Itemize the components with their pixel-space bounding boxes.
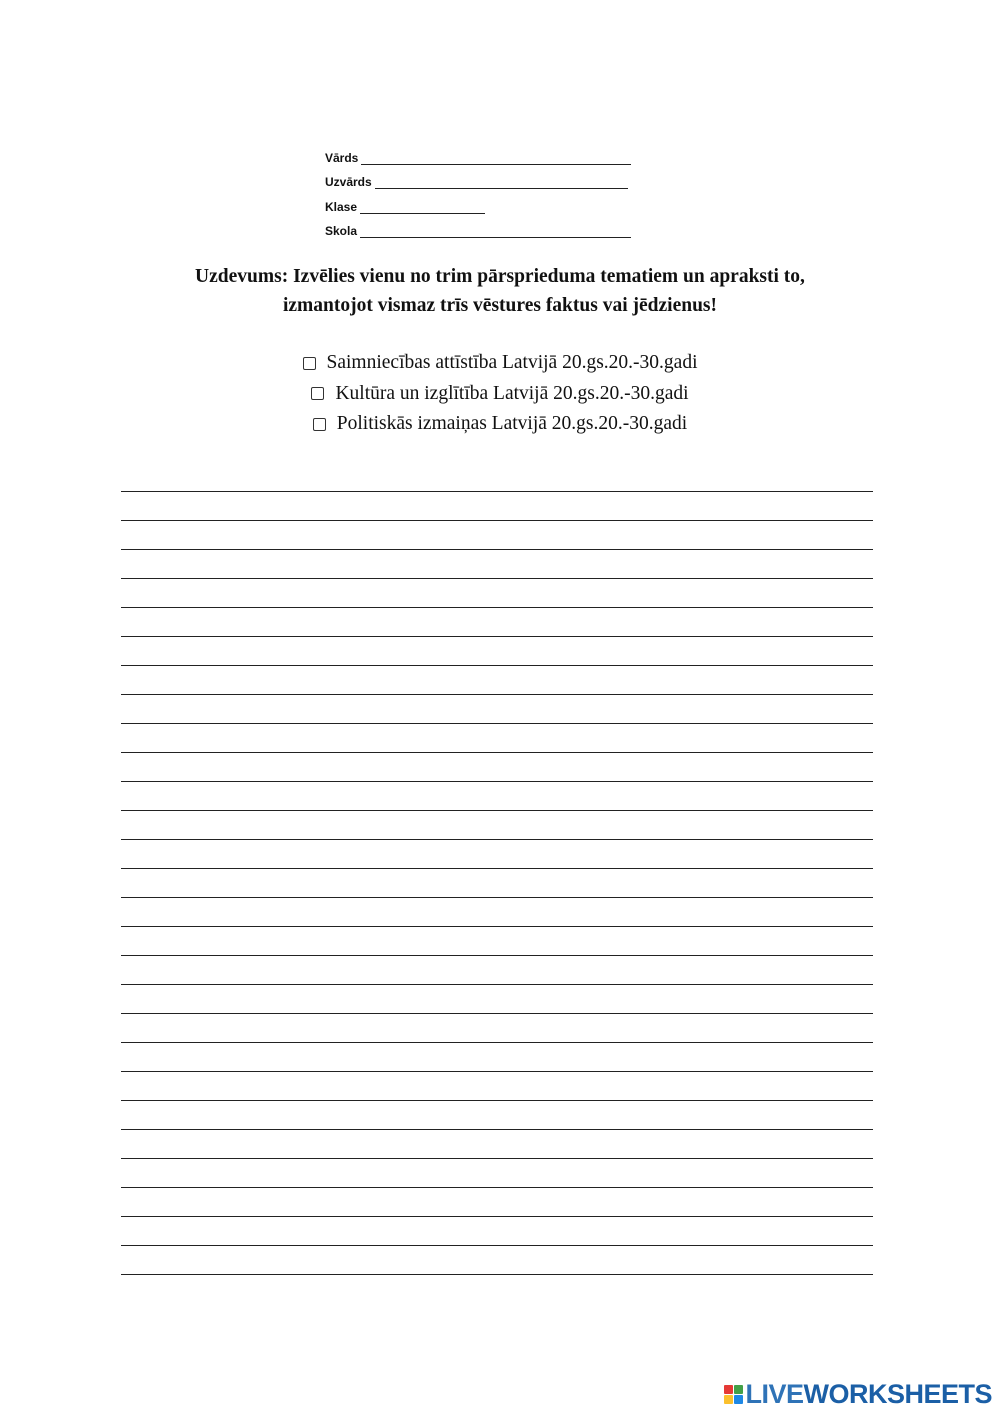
class-field[interactable] xyxy=(325,189,655,214)
answer-line[interactable] xyxy=(121,1129,873,1158)
logo-text-worksheets: WORKSHEETS xyxy=(803,1379,992,1409)
answer-line[interactable] xyxy=(121,926,873,955)
logo-square xyxy=(734,1385,743,1394)
name-field[interactable] xyxy=(325,140,655,165)
answer-line[interactable] xyxy=(121,897,873,926)
name-input-line[interactable] xyxy=(361,152,631,165)
logo-square xyxy=(734,1395,743,1404)
answer-line[interactable] xyxy=(121,839,873,868)
surname-label: Uzvārds xyxy=(325,175,372,189)
answer-line[interactable] xyxy=(121,781,873,810)
answer-line[interactable] xyxy=(121,1071,873,1100)
answer-line[interactable] xyxy=(121,868,873,897)
checkbox-icon[interactable] xyxy=(311,387,324,400)
answer-line[interactable] xyxy=(121,636,873,665)
topic-option-label: Saimniecības attīstība Latvijā 20.gs.20.-30.gadi xyxy=(326,352,698,374)
logo-square xyxy=(724,1385,733,1394)
answer-line[interactable] xyxy=(121,1100,873,1129)
school-field[interactable] xyxy=(325,214,655,239)
class-label: Klase xyxy=(325,199,358,214)
topic-option[interactable] xyxy=(0,409,1000,440)
liveworksheets-logo-icon xyxy=(724,1385,743,1404)
checkbox-icon[interactable] xyxy=(303,357,316,370)
answer-line[interactable] xyxy=(121,955,873,984)
topic-options xyxy=(0,348,1000,440)
liveworksheets-logo xyxy=(724,1379,992,1410)
student-info-fields xyxy=(325,140,655,238)
topic-option[interactable] xyxy=(0,379,1000,410)
topic-option-label: Politiskās izmaiņas Latvijā 20.gs.20.-30.gadi xyxy=(336,413,688,435)
name-label: Vārds xyxy=(325,150,359,165)
logo-square xyxy=(724,1395,733,1404)
answer-line[interactable] xyxy=(121,1245,873,1274)
answer-line[interactable] xyxy=(121,578,873,607)
answer-line[interactable] xyxy=(121,1013,873,1042)
answer-line[interactable] xyxy=(121,607,873,636)
answer-line[interactable] xyxy=(121,665,873,694)
answer-line[interactable] xyxy=(121,723,873,752)
answer-line[interactable] xyxy=(121,984,873,1013)
answer-line[interactable] xyxy=(121,1274,873,1303)
answer-line[interactable] xyxy=(121,694,873,723)
answer-writing-area[interactable] xyxy=(121,491,873,1303)
surname-field[interactable] xyxy=(325,165,655,190)
task-line-1: Uzdevums: Izvēlies vienu no trim pārsprieduma tematiem un apraksti to, xyxy=(195,266,805,287)
answer-line[interactable] xyxy=(121,1158,873,1187)
answer-line[interactable] xyxy=(121,752,873,781)
answer-line[interactable] xyxy=(121,810,873,839)
task-line-2: izmantojot vismaz trīs vēstures faktus vai jēdzienus! xyxy=(282,295,717,316)
topic-option-label: Kultūra un izglītība Latvijā 20.gs.20.-30.gadi xyxy=(335,382,689,404)
answer-line[interactable] xyxy=(121,491,873,520)
answer-line[interactable] xyxy=(121,1187,873,1216)
topic-option[interactable] xyxy=(0,348,1000,379)
task-instructions xyxy=(100,262,900,320)
answer-line[interactable] xyxy=(121,520,873,549)
school-input-line[interactable] xyxy=(360,225,631,238)
checkbox-icon[interactable] xyxy=(313,418,326,431)
surname-input-line[interactable] xyxy=(375,176,628,189)
answer-line[interactable] xyxy=(121,1216,873,1245)
logo-text-live: LIVE xyxy=(745,1379,804,1409)
school-label: Skola xyxy=(325,224,358,238)
class-input-line[interactable] xyxy=(360,201,485,214)
answer-line[interactable] xyxy=(121,549,873,578)
answer-line[interactable] xyxy=(121,1042,873,1071)
